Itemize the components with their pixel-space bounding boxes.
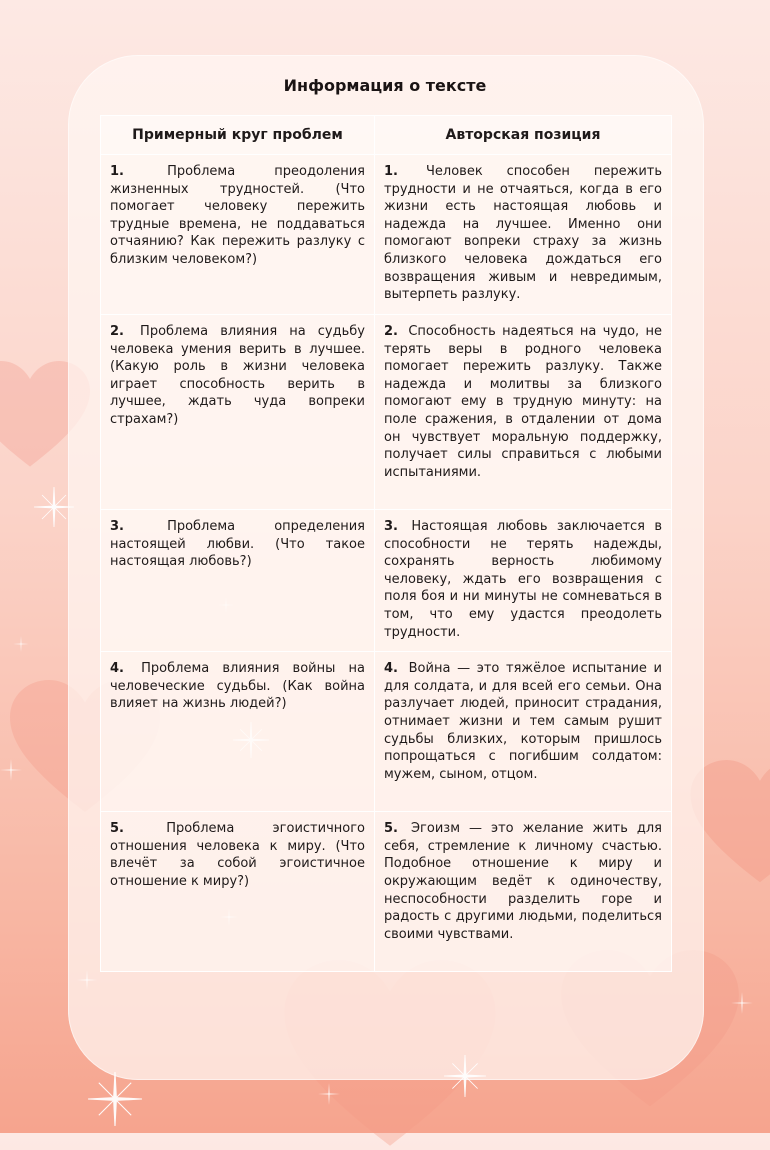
problem-number: 5. <box>110 821 124 837</box>
page-title: Информация о тексте <box>283 76 487 95</box>
position-cell <box>375 315 672 510</box>
problem-cell <box>101 652 375 812</box>
sparkle-icon <box>34 487 74 527</box>
column-header-problems: Примерный круг проблем <box>101 116 375 155</box>
table-row <box>101 155 672 315</box>
problem-text: Проблема влияния на судьбу человека умения верить в лучшее. (Какую роль в жизни человека играет способность верить в лучшее, ждать чуда вопреки страхам?) <box>110 324 365 427</box>
problem-number: 3. <box>110 519 124 534</box>
sparkle-icon <box>77 970 97 990</box>
position-cell <box>375 652 672 812</box>
sparkle-icon <box>0 755 22 785</box>
position-cell <box>375 510 672 652</box>
position-cell <box>375 812 672 972</box>
position-number: 2. <box>384 324 398 339</box>
position-text: Способность надеяться на чудо, не терять веры в родного человека помогает пережить разлуку. Также надежда и молитвы за близкого помогают ему в трудную минуту: на поле сражения, в отдалении от дома он чувствует моральную поддержку, получает силы справиться с любыми испытаниями. <box>384 324 662 480</box>
table-row <box>101 652 672 812</box>
position-number: 3. <box>384 519 398 534</box>
problem-cell <box>101 510 375 652</box>
problem-number: 4. <box>110 661 124 677</box>
sparkle-icon <box>318 1083 340 1105</box>
sparkle-icon <box>88 1072 142 1126</box>
sparkle-icon <box>13 636 29 652</box>
position-number: 5. <box>384 821 398 837</box>
problem-cell <box>101 155 375 315</box>
position-text: Война — это тяжёлое испытание и для солдата, и для всей его семьи. Она разлучает людей, приносит страдания, отнимает жизни и тем самым рушит судьбы близких, которым пришлось попрощаться с погибшим солдатом: мужем, сыном, отцом. <box>384 661 662 782</box>
info-table <box>100 115 672 972</box>
problem-text: Проблема влияния войны на человеческие судьбы. (Как война влияет на жизнь людей?) <box>110 661 365 712</box>
table-row <box>101 812 672 972</box>
problem-text: Проблема эгоистичного отношения человека к миру. (Что влечёт за собой эгоистичное отношение к миру?) <box>110 821 365 889</box>
problem-number: 1. <box>110 164 124 179</box>
sparkle-icon <box>444 1055 486 1097</box>
problem-text: Проблема преодоления жизненных трудностей. (Что помогает человеку пережить трудные времена, не поддаваться отчаянию? Как пережить разлуку с близким человеком?) <box>110 164 365 267</box>
column-header-position: Авторская позиция <box>375 116 672 155</box>
position-number: 4. <box>384 661 398 677</box>
position-text: Человек способен пережить трудности и не отчаяться, когда в его жизни есть настоящая любовь и надежда на лучшее. Именно они помогают вопреки страху за жизнь близкого человека дождаться его возвращения живым и невредимым, вытерпеть разлуку. <box>384 164 663 303</box>
problem-cell <box>101 315 375 510</box>
table-row <box>101 315 672 510</box>
problem-text: Проблема определения настоящей любви. (Что такое настоящая любовь?) <box>110 519 365 570</box>
table-row <box>101 510 672 652</box>
table-header-row <box>101 116 672 155</box>
sparkle-icon <box>731 992 753 1014</box>
position-number: 1. <box>384 164 398 179</box>
problem-number: 2. <box>110 324 124 339</box>
position-text: Эгоизм — это желание жить для себя, стремление к личному счастью. Подобное отношение к миру и окружающим ведёт к одиночеству, неспособности разделить горе и радость с другими людьми, поделиться своими чувствами. <box>384 821 662 942</box>
position-cell <box>375 155 672 315</box>
position-text: Настоящая любовь заключается в способности не терять надежды, сохранять верность любимому человеку, ждать его возвращения с поля боя и ни минуты не сомневаться в том, что ему удастся преодолеть трудности. <box>384 519 662 640</box>
problem-cell <box>101 812 375 972</box>
